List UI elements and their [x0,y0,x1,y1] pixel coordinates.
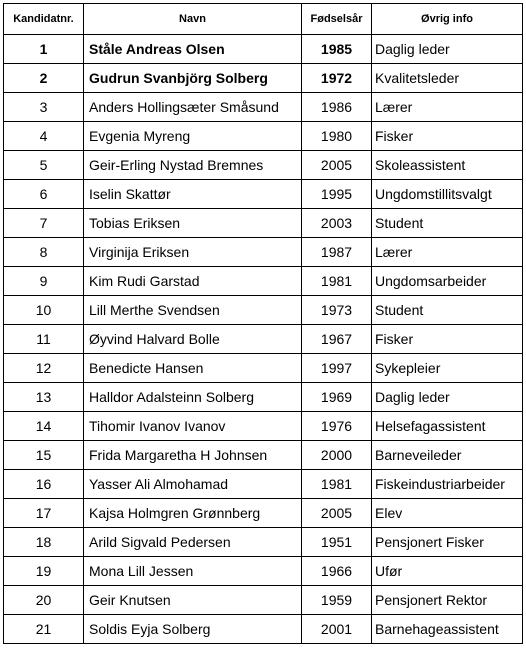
birth-year-cell: 1995 [302,180,372,209]
info-cell: Kvalitetsleder [372,64,523,93]
candidate-number-cell: 1 [4,35,84,64]
candidate-name-cell: Virginija Eriksen [84,238,302,267]
table-row [4,470,523,499]
info-cell: Pensjonert Fisker [372,528,523,557]
table-row [4,296,523,325]
info-cell: Pensjonert Rektor [372,586,523,615]
header-ovrig-info: Øvrig info [372,4,523,35]
candidate-number-cell: 13 [4,383,84,412]
candidate-name-cell: Iselin Skattør [84,180,302,209]
birth-year-cell: 1986 [302,93,372,122]
birth-year-cell: 2003 [302,209,372,238]
table-row [4,412,523,441]
info-cell: Daglig leder [372,383,523,412]
candidate-number-cell: 6 [4,180,84,209]
candidate-number-cell: 19 [4,557,84,586]
info-cell: Skoleassistent [372,151,523,180]
table-row [4,586,523,615]
birth-year-cell: 1967 [302,325,372,354]
birth-year-cell: 1981 [302,470,372,499]
candidate-number-cell: 9 [4,267,84,296]
info-cell: Ungdomsarbeider [372,267,523,296]
candidate-name-cell: Geir Knutsen [84,586,302,615]
birth-year-cell: 1959 [302,586,372,615]
table-row [4,528,523,557]
candidate-number-cell: 17 [4,499,84,528]
candidate-number-cell: 11 [4,325,84,354]
info-cell: Elev [372,499,523,528]
table-row [4,383,523,412]
birth-year-cell: 1951 [302,528,372,557]
birth-year-cell: 1976 [302,412,372,441]
table-row [4,441,523,470]
candidate-name-cell: Tihomir Ivanov Ivanov [84,412,302,441]
info-cell: Helsefagassistent [372,412,523,441]
candidate-name-cell: Frida Margaretha H Johnsen [84,441,302,470]
birth-year-cell: 2005 [302,499,372,528]
candidate-name-cell: Kim Rudi Garstad [84,267,302,296]
birth-year-cell: 1997 [302,354,372,383]
table-row [4,93,523,122]
table-row [4,151,523,180]
candidate-name-cell: Øyvind Halvard Bolle [84,325,302,354]
info-cell: Lærer [372,93,523,122]
candidate-name-cell: Geir-Erling Nystad Bremnes [84,151,302,180]
birth-year-cell: 1972 [302,64,372,93]
candidate-number-cell: 18 [4,528,84,557]
birth-year-cell: 1985 [302,35,372,64]
info-cell: Ufør [372,557,523,586]
info-cell: Fisker [372,122,523,151]
info-cell: Ungdomstillitsvalgt [372,180,523,209]
birth-year-cell: 1980 [302,122,372,151]
candidate-number-cell: 8 [4,238,84,267]
table-row [4,354,523,383]
table-row [4,180,523,209]
birth-year-cell: 1981 [302,267,372,296]
candidate-number-cell: 12 [4,354,84,383]
header-row [4,4,523,35]
candidate-number-cell: 21 [4,615,84,644]
header-fodselsar: Fødselsår [302,4,372,35]
table-row [4,122,523,151]
table-body [4,35,523,644]
birth-year-cell: 1973 [302,296,372,325]
candidate-number-cell: 16 [4,470,84,499]
table-row [4,325,523,354]
candidate-name-cell: Arild Sigvald Pedersen [84,528,302,557]
candidate-number-cell: 10 [4,296,84,325]
info-cell: Lærer [372,238,523,267]
candidate-name-cell: Evgenia Myreng [84,122,302,151]
table-row [4,267,523,296]
candidate-name-cell: Tobias Eriksen [84,209,302,238]
candidate-name-cell: Gudrun Svanbjörg Solberg [84,64,302,93]
table-row [4,499,523,528]
table-row [4,64,523,93]
candidate-number-cell: 15 [4,441,84,470]
table-row [4,238,523,267]
info-cell: Barneveileder [372,441,523,470]
candidate-number-cell: 7 [4,209,84,238]
birth-year-cell: 1969 [302,383,372,412]
candidate-number-cell: 20 [4,586,84,615]
birth-year-cell: 1987 [302,238,372,267]
candidate-name-cell: Ståle Andreas Olsen [84,35,302,64]
header-navn: Navn [84,4,302,35]
candidate-name-cell: Lill Merthe Svendsen [84,296,302,325]
candidate-name-cell: Soldis Eyja Solberg [84,615,302,644]
candidate-name-cell: Kajsa Holmgren Grønnberg [84,499,302,528]
birth-year-cell: 1966 [302,557,372,586]
candidate-name-cell: Mona Lill Jessen [84,557,302,586]
birth-year-cell: 2001 [302,615,372,644]
candidate-name-cell: Anders Hollingsæter Småsund [84,93,302,122]
info-cell: Fiskeindustriarbeider [372,470,523,499]
table-row [4,35,523,64]
candidate-number-cell: 3 [4,93,84,122]
candidate-name-cell: Halldor Adalsteinn Solberg [84,383,302,412]
candidate-number-cell: 2 [4,64,84,93]
info-cell: Barnehageassistent [372,615,523,644]
info-cell: Student [372,296,523,325]
info-cell: Fisker [372,325,523,354]
birth-year-cell: 2005 [302,151,372,180]
candidate-table [3,3,523,644]
info-cell: Student [372,209,523,238]
table-row [4,557,523,586]
table-row [4,209,523,238]
candidate-number-cell: 14 [4,412,84,441]
info-cell: Daglig leder [372,35,523,64]
candidate-number-cell: 4 [4,122,84,151]
candidate-number-cell: 5 [4,151,84,180]
table-row [4,615,523,644]
candidate-name-cell: Benedicte Hansen [84,354,302,383]
info-cell: Sykepleier [372,354,523,383]
birth-year-cell: 2000 [302,441,372,470]
header-kandidatnr: Kandidatnr. [4,4,84,35]
candidate-name-cell: Yasser Ali Almohamad [84,470,302,499]
